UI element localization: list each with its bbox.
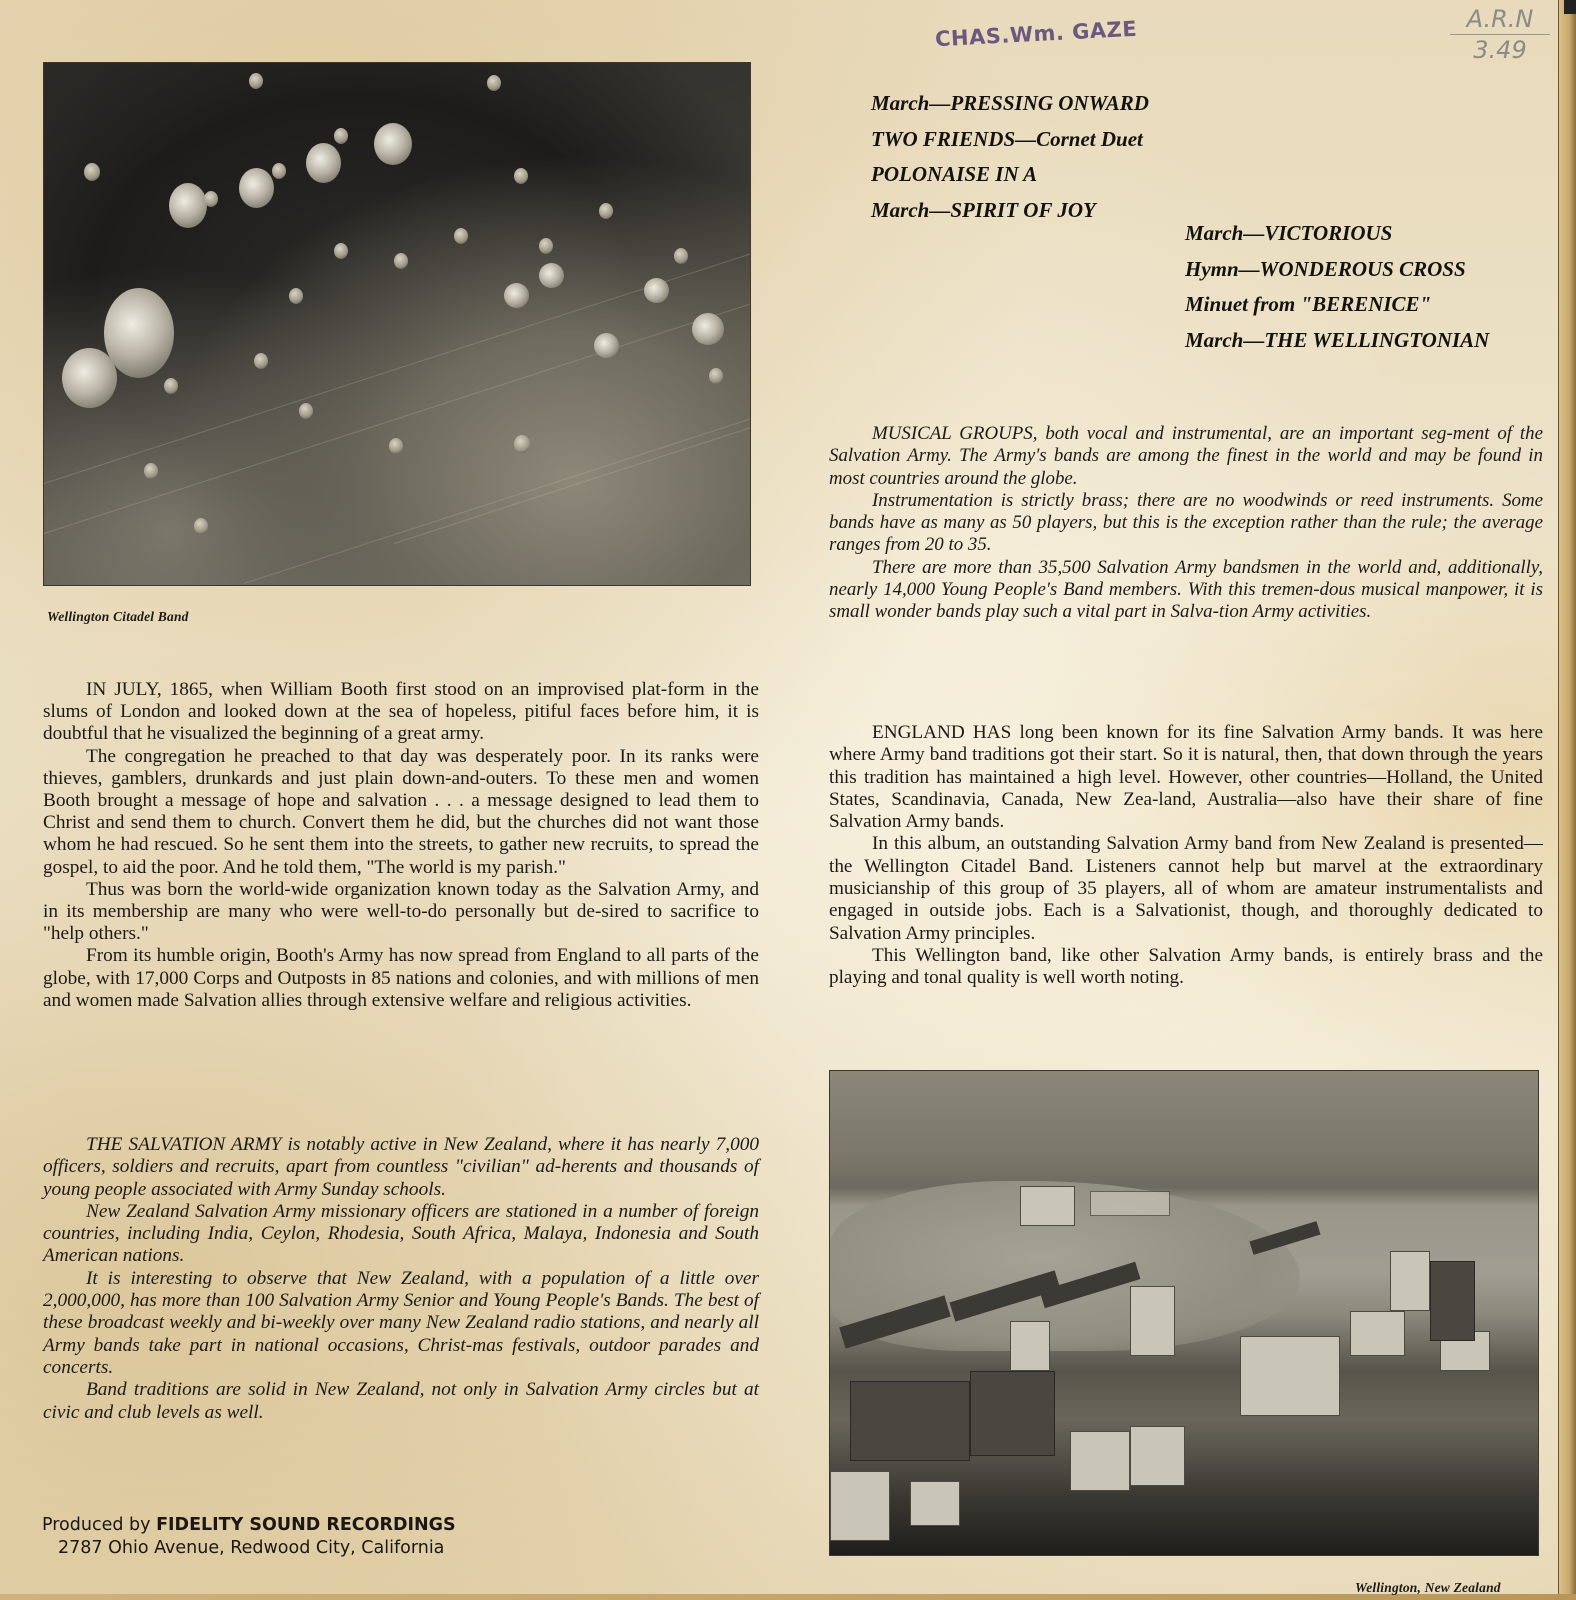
sleeve-bottom-edge — [0, 1594, 1576, 1600]
england-section — [829, 722, 1543, 990]
paragraph: Band traditions are solid in New Zealand, not only in Salvation Army circles but at civic and club levels as well. — [43, 1379, 759, 1423]
handwritten-code-line2: 3.49 — [1473, 36, 1527, 65]
producer-address: 2787 Ohio Avenue, Redwood City, California — [58, 1538, 445, 1558]
paragraph: MUSICAL GROUPS, both vocal and instrumental, are an important seg-ment of the Salvation Army. The Army's bands are among the finest in the world and may be found in most countries around the globe. — [829, 423, 1543, 489]
paragraph: New Zealand Salvation Army missionary officers are stationed in a number of foreign countries, including India, Ceylon, Rhodesia, South Africa, Malaya, Indonesia and South American nations. — [43, 1200, 759, 1267]
handwritten-code-line1: A.R.N — [1450, 6, 1550, 35]
owner-stamp: CHAS.Wm. GAZE — [934, 16, 1138, 52]
handwritten-catalog-code — [1450, 6, 1550, 64]
track-list-side-1 — [871, 86, 1149, 228]
track-item: Hymn—WONDEROUS CROSS — [1185, 256, 1466, 281]
sleeve-edge — [1558, 0, 1576, 1600]
musical-groups-section — [829, 423, 1543, 624]
track-item: TWO FRIENDS—Cornet Duet — [871, 126, 1143, 151]
band-photo-caption: Wellington Citadel Band — [47, 609, 189, 624]
paragraph: ENGLAND HAS long been known for its fine Salvation Army bands. It was here where Army band traditions got their start. So it is natural, then, that down through the years this tradition has maintained a high level. However, other countries—Holland, the United States, Scandinavia, Canada, New Zea-land, Australia—also have their share of fine Salvation Army bands. — [829, 722, 1543, 833]
city-photo — [829, 1070, 1539, 1556]
paragraph: In this album, an outstanding Salvation Army band from New Zealand is presented—the Wellington Citadel Band. Listeners cannot help but marvel at the extraordinary musicianship of this group of 35 players, all of whom are amateur instrumentalists and engaged in outside jobs. Each is a Salvationist, though, and thoroughly dedicated to Salvation Army principles. — [829, 833, 1543, 944]
paragraph: The congregation he preached to that day was desperately poor. In its ranks were thieves, gamblers, drunkards and just plain down-and-outers. To these men and women Booth brought a message of hope and salvation . . . a message designed to lead them to Christ and send them to church. Convert them he did, but the churches did not want those whom he had rescued. So he sent them into the streets, to gather new recruits, to spread the gospel, to aid the poor. And he told them, "The world is my parish." — [43, 745, 759, 878]
track-item: March—SPIRIT OF JOY — [871, 197, 1096, 222]
history-section — [43, 679, 759, 1012]
track-item: Minuet from "BERENICE" — [1185, 292, 1432, 316]
paragraph: It is interesting to observe that New Zealand, with a population of a little over 2,000,000, has more than 100 Salvation Army Senior and Young People's Bands. The best of these broadcast weekly and bi-weekly over many New Zealand radio stations, and nearly all Army bands take part in national occasions, Christ-mas festivals, outdoor parades and concerts. — [43, 1267, 759, 1378]
track-item: March—PRESSING ONWARD — [871, 91, 1149, 115]
paragraph: There are more than 35,500 Salvation Army bandsmen in the world and, additionally, nearly 14,000 Young People's Band members. With this tremen-dous musical manpower, it is small wonder bands play such a vital part in Salva-tion Army activities. — [829, 556, 1543, 623]
band-photo — [43, 62, 751, 586]
sleeve-corner — [1564, 0, 1576, 14]
new-zealand-section — [43, 1134, 759, 1424]
track-item: March—VICTORIOUS — [1185, 221, 1393, 245]
producer-credit — [42, 1514, 456, 1560]
paragraph: From its humble origin, Booth's Army has now spread from England to all parts of the globe, with 17,000 Corps and Outposts in 85 nations and colonies, and with millions of men and women made Salvation allies through extensive welfare and religious activities. — [43, 945, 759, 1011]
city-photo-caption: Wellington, New Zealand — [1355, 1580, 1501, 1595]
track-list-side-2 — [1185, 216, 1489, 358]
paragraph: This Wellington band, like other Salvation Army bands, is entirely brass and the playing and tonal quality is well worth noting. — [829, 944, 1543, 989]
producer-company: FIDELITY SOUND RECORDINGS — [156, 1515, 456, 1535]
paragraph: IN JULY, 1865, when William Booth first stood on an improvised plat-form in the slums of London and looked down at the sea of hopeless, pitiful faces before him, it is doubtful that he visualized the beginning of a great army. — [43, 679, 759, 745]
paragraph: Instrumentation is strictly brass; there are no woodwinds or reed instruments. Some bands have as many as 50 players, but this is the exception rather than the rule; the average ranges from 20 to 35. — [829, 489, 1543, 556]
paragraph: Thus was born the world-wide organization known today as the Salvation Army, and in its membership are many who were well-to-do personally but de-sired to sacrifice to "help others." — [43, 878, 759, 945]
track-item: March—THE WELLINGTONIAN — [1185, 327, 1490, 352]
producer-prefix: Produced by — [42, 1515, 151, 1535]
track-item: POLONAISE IN A — [871, 162, 1038, 186]
paragraph: THE SALVATION ARMY is notably active in New Zealand, where it has nearly 7,000 officers, soldiers and recruits, apart from countless "civilian" ad-herents and thousands of young people associated with Army Sunday schools. — [43, 1134, 759, 1200]
